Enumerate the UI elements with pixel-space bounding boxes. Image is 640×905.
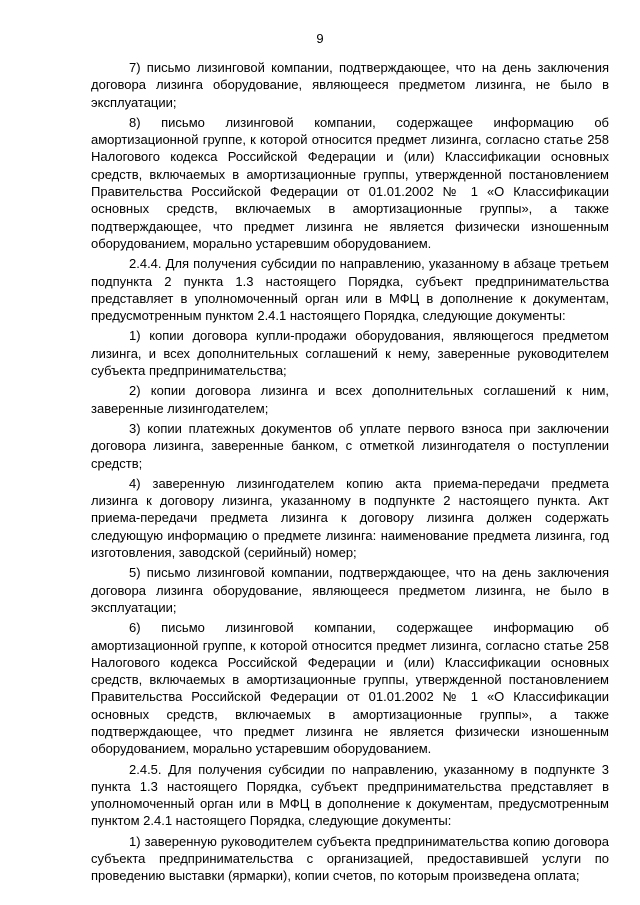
paragraph-2-4-4-item-5: 5) письмо лизинговой компании, подтверждающее, что на день заключения договора лизинга оборудование, являющееся предметом лизинга, не было в эксплуатации;	[91, 565, 609, 615]
paragraph-2-4-4-item-6: 6) письмо лизинговой компании, содержащее информацию об амортизационной группе, к которой относится предмет лизинга, согласно статье 258 Налогового кодекса Российской Федерации и (или) Классификации основных средств, включаемых в амортизационные группы, утвержденной постановлением Правительства Российской Федерации от 01.01.2002 № 1 «О Классификации основных средств, включаемых в амортизационные группы», а также подтверждающее, что предмет лизинга не является физически изношенным оборудованием, морально устаревшим оборудованием.	[91, 620, 609, 757]
paragraph-2-4-4-item-4: 4) заверенную лизингодателем копию акта приема-передачи предмета лизинга к договору лизинга, указанному в подпункте 2 настоящего пункта. Акт приема-передачи предмета лизинга к договору лизинга должен содержать следующую информацию о предмете лизинга: наименование предмета лизинга, год изготовления, заводской (серийный) номер;	[91, 475, 609, 561]
paragraph-2-4-4: 2.4.4. Для получения субсидии по направлению, указанному в абзаце третьем подпункта 2 пункта 1.3 настоящего Порядка, субъект предпринимательства представляет в уполномоченный орган или в МФЦ в дополнение к документам, предусмотренным пунктом 2.4.1 настоящего Порядка, следующие документы:	[91, 256, 609, 324]
paragraph-item-8: 8) письмо лизинговой компании, содержащее информацию об амортизационной группе, к которой относится предмет лизинга, согласно статье 258 Налогового кодекса Российской Федерации и (или) Классификации основных средств, включаемых в амортизационные группы, утвержденной постановлением Правительства Российской Федерации от 01.01.2002 № 1 «О Классификации основных средств, включаемых в амортизационные группы», а также подтверждающее, что предмет лизинга не является физически изношенным оборудованием, морально устаревшим оборудованием.	[91, 114, 609, 251]
paragraph-2-4-4-item-1: 1) копии договора купли-продажи оборудования, являющегося предметом лизинга, и всех дополнительных соглашений к нему, заверенные руководителем субъекта предпринимательства;	[91, 328, 609, 379]
page-number: 9	[316, 31, 324, 46]
document-body	[91, 59, 609, 888]
paragraph-2-4-4-item-3: 3) копии платежных документов об уплате первого взноса при заключении договора лизинга, заверенные банком, с отметкой лизингодателя о поступлении средств;	[91, 420, 609, 471]
paragraph-2-4-5: 2.4.5. Для получения субсидии по направлению, указанному в подпункте 3 пункта 1.3 настоящего Порядка, субъект предпринимательства представляет в уполномоченный орган или в МФЦ в дополнение к документам, предусмотренным пунктом 2.4.1 настоящего Порядка, следующие документы:	[91, 761, 609, 829]
paragraph-item-7: 7) письмо лизинговой компании, подтверждающее, что на день заключения договора лизинга оборудование, являющееся предметом лизинга, не было в эксплуатации;	[91, 60, 609, 110]
paragraph-2-4-5-item-1: 1) заверенную руководителем субъекта предпринимательства копию договора субъекта предпринимательства с организацией, предоставившей услуги по проведению выставки (ярмарки), копии счетов, по которым произведена оплата;	[91, 833, 609, 884]
paragraph-2-4-4-item-2: 2) копии договора лизинга и всех дополнительных соглашений к ним, заверенные лизингодателем;	[91, 383, 609, 416]
